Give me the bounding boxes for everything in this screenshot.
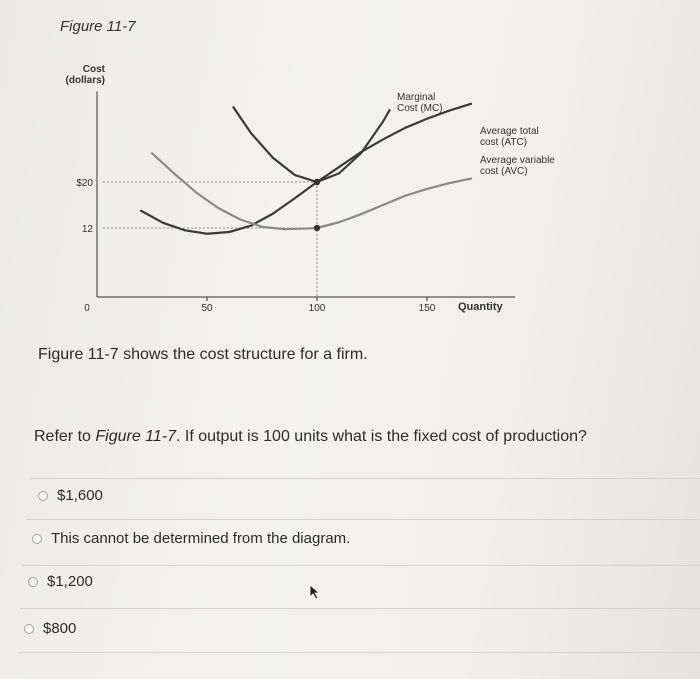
radio-button[interactable]	[24, 624, 34, 634]
answer-option-1200[interactable]	[28, 573, 93, 590]
divider	[26, 519, 700, 520]
series-label: Marginal	[397, 92, 436, 103]
answer-option-cannot-determine[interactable]	[32, 530, 350, 547]
y-tick-label: $20	[76, 178, 93, 189]
series-label: Average variable	[480, 155, 555, 166]
mouse-cursor-icon	[309, 584, 323, 600]
y-axis-label: (dollars)	[65, 75, 105, 86]
x-tick-label: 100	[308, 303, 326, 314]
option-label: $800	[43, 620, 77, 637]
x-axis-label: Quantity	[458, 301, 503, 313]
y-tick-label: 12	[81, 224, 93, 235]
question-text	[34, 428, 587, 446]
figure-title: Figure 11-7	[60, 18, 136, 35]
intersection-point	[314, 225, 320, 231]
x-tick-label: 50	[201, 303, 213, 314]
y-axis-label: Cost	[82, 64, 105, 75]
intersection-point	[314, 179, 320, 185]
option-label: This cannot be determined from the diagram.	[51, 530, 351, 547]
mc-curve	[233, 107, 389, 182]
question-suffix: . If output is 100 units what is the fixed cost of production?	[176, 428, 587, 445]
series-label: cost (AVC)	[480, 166, 528, 177]
radio-button[interactable]	[38, 491, 48, 501]
divider	[20, 608, 700, 609]
answer-option-1600[interactable]	[38, 487, 103, 504]
answer-option-800[interactable]	[24, 620, 76, 637]
divider	[30, 478, 700, 479]
x-tick-label: 0	[84, 303, 90, 314]
series-label: Average total	[480, 126, 539, 137]
divider	[18, 652, 700, 653]
option-label: $1,200	[47, 573, 93, 590]
figure-caption: Figure 11-7 shows the cost structure for a firm.	[38, 346, 368, 363]
atc-curve	[141, 104, 471, 234]
radio-button[interactable]	[32, 534, 42, 544]
series-label: cost (ATC)	[480, 137, 528, 148]
divider	[22, 565, 700, 566]
question-figure-ref: Figure 11-7	[95, 428, 176, 445]
radio-button[interactable]	[28, 577, 38, 587]
option-label: $1,600	[57, 487, 103, 504]
question-prefix: Refer to	[34, 428, 96, 445]
series-label: Cost (MC)	[397, 103, 443, 114]
avc-curve	[152, 153, 471, 229]
x-tick-label: 150	[418, 303, 436, 314]
